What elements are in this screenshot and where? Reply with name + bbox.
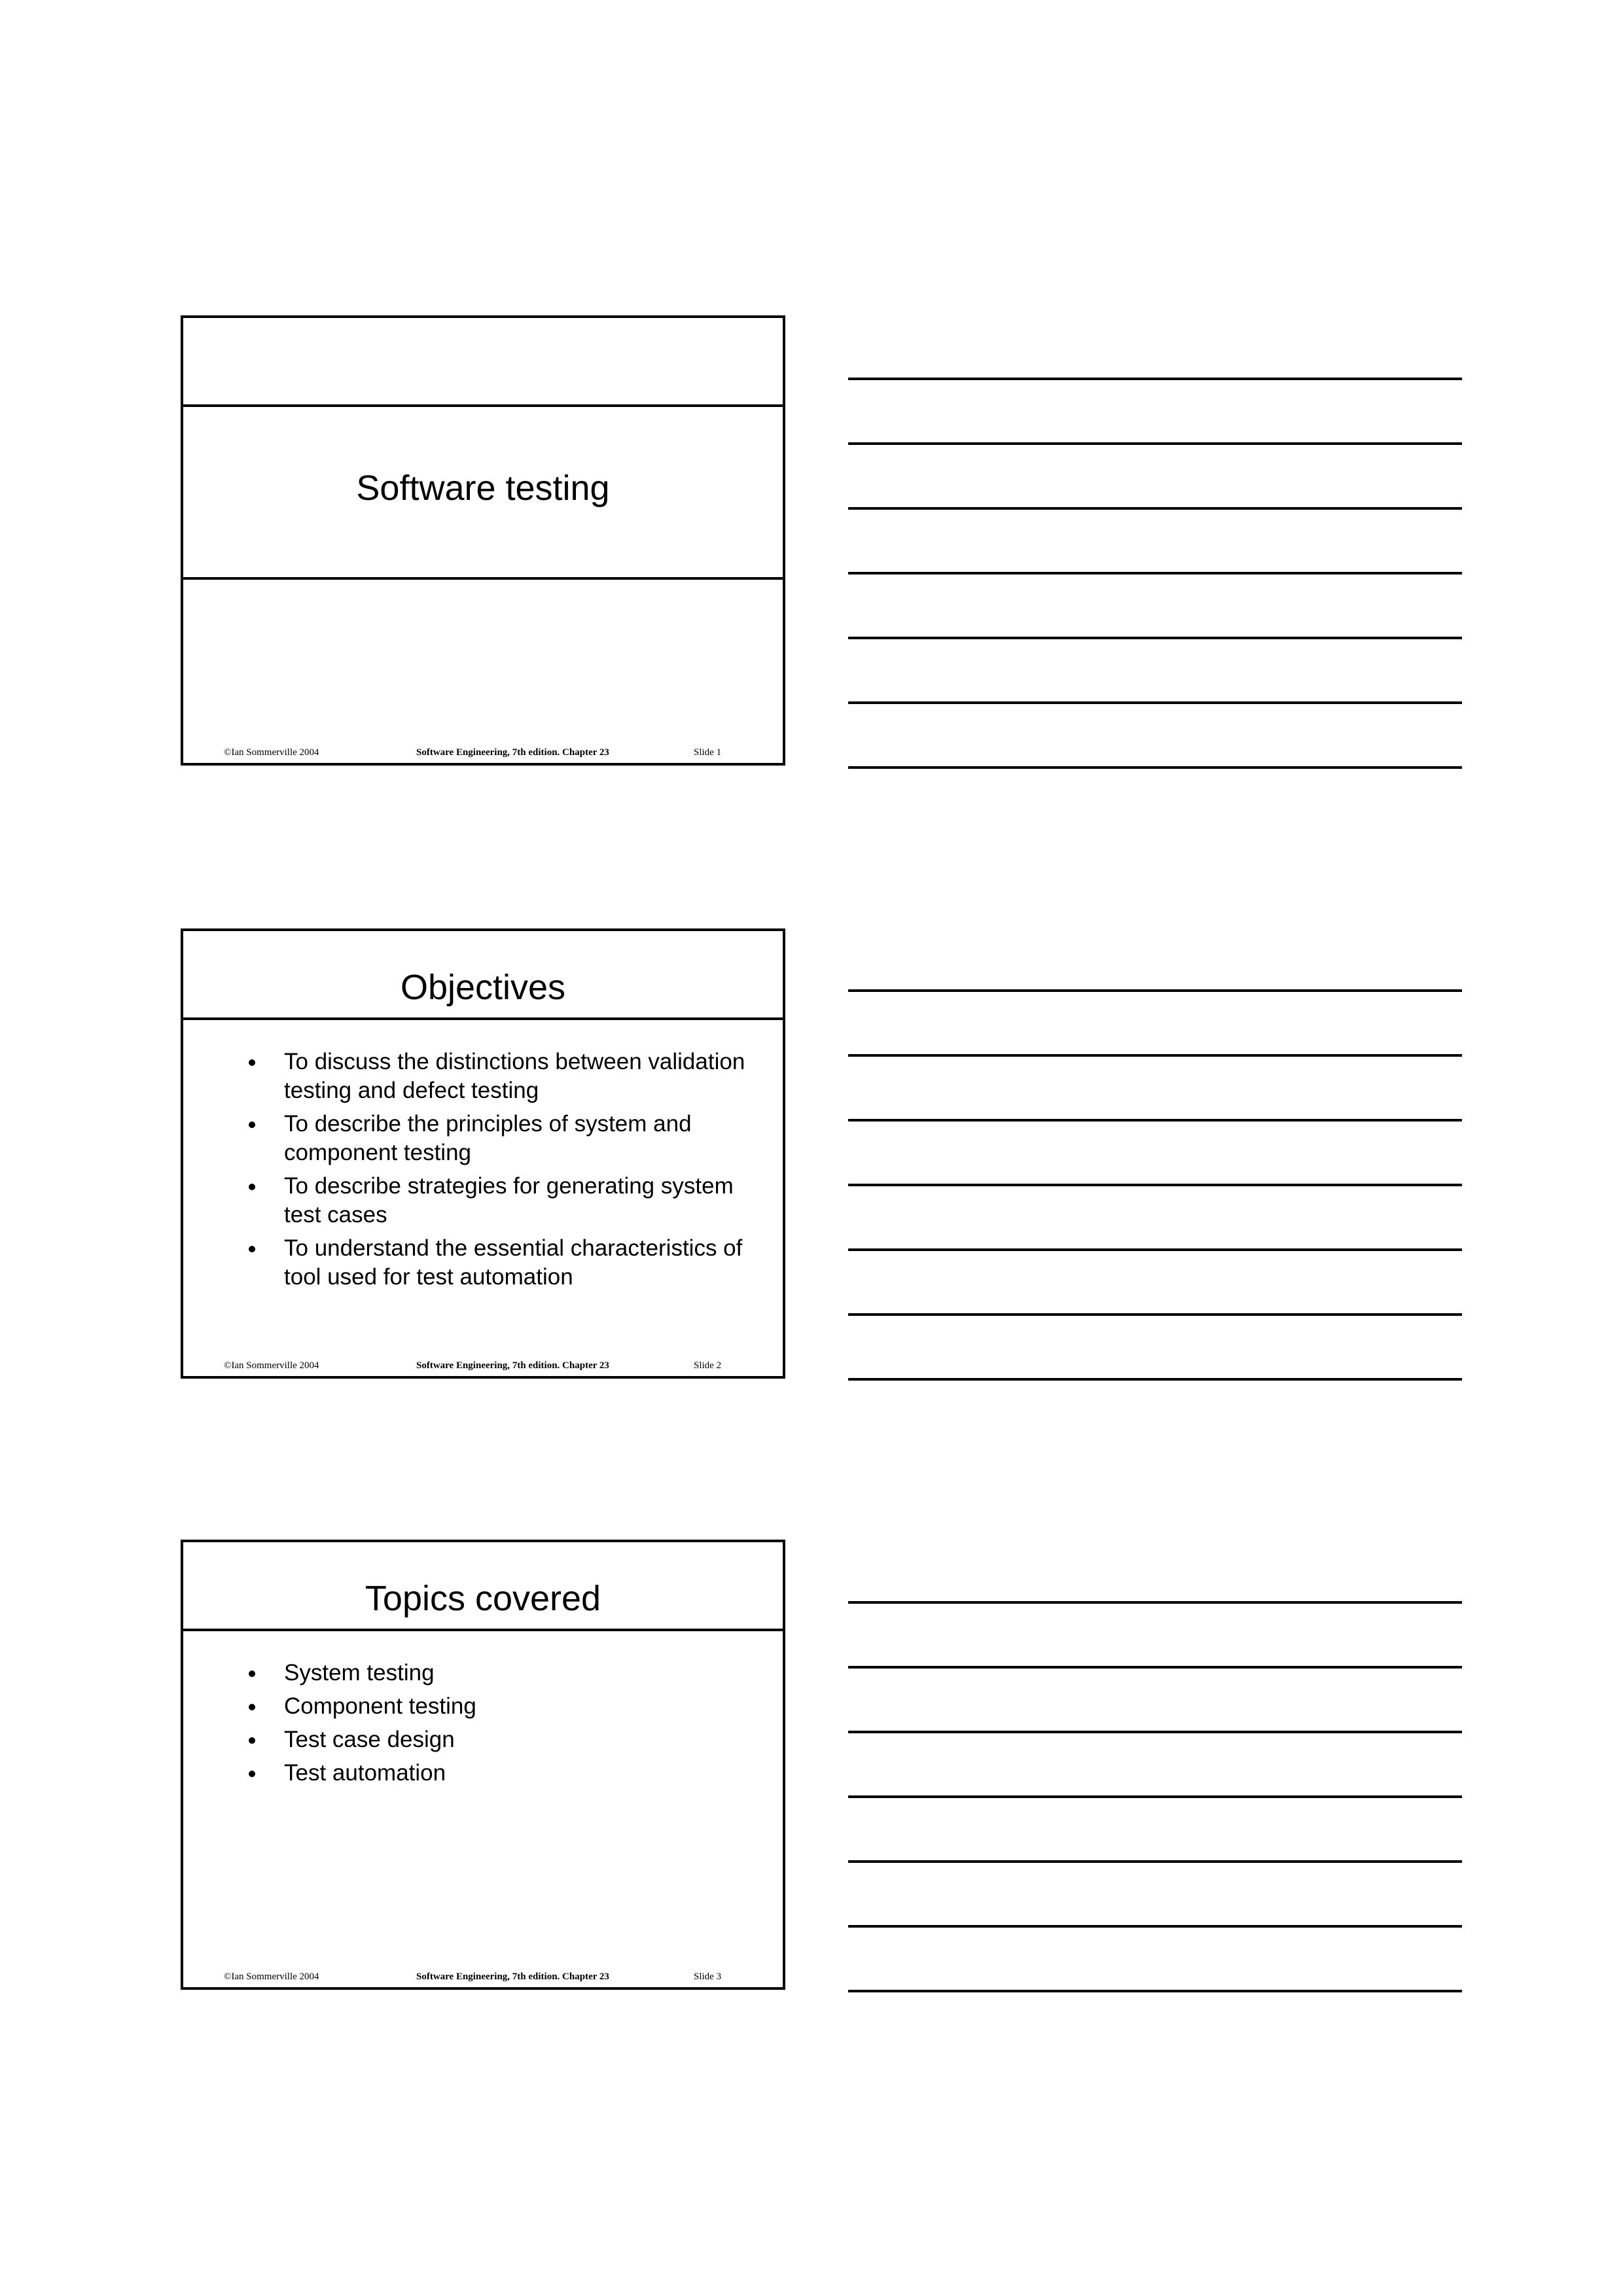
note-line [848, 766, 1462, 769]
slide-1 [181, 315, 785, 766]
slide-3-footer [183, 1969, 783, 1985]
slide-1-top-rule [183, 404, 783, 407]
note-line [848, 1119, 1462, 1122]
bullet-item [249, 1110, 757, 1167]
bullet-item [249, 1725, 757, 1754]
slide-2 [181, 928, 785, 1379]
footer-copyright: ©Ian Sommerville 2004 [224, 1971, 319, 1982]
slide-3-title: Topics covered [365, 1579, 601, 1618]
footer-slide-number: Slide 1 [694, 747, 722, 758]
note-line [848, 1601, 1462, 1604]
note-line [848, 1925, 1462, 1928]
footer-copyright: ©Ian Sommerville 2004 [224, 747, 319, 758]
note-line [848, 1860, 1462, 1863]
note-line [848, 1313, 1462, 1316]
bullet-text: System testing [284, 1660, 435, 1686]
footer-slide-number: Slide 3 [694, 1971, 722, 1982]
bullet-dot-icon [249, 1122, 255, 1128]
slide-1-title: Software testing [356, 468, 610, 508]
note-line [848, 701, 1462, 704]
footer-book-title: Software Engineering, 7th edition. Chapter 23 [416, 1971, 609, 1982]
slide-3-title-rule [183, 1629, 783, 1631]
footer-copyright: ©Ian Sommerville 2004 [224, 1360, 319, 1371]
bullet-dot-icon [249, 1771, 255, 1777]
bullet-item [249, 1659, 757, 1687]
note-line [848, 989, 1462, 992]
note-line [848, 1184, 1462, 1186]
note-line [848, 1378, 1462, 1381]
footer-book-title: Software Engineering, 7th edition. Chapter 23 [416, 1360, 609, 1371]
note-line [848, 1795, 1462, 1798]
bullet-dot-icon [249, 1737, 255, 1744]
bullet-dot-icon [249, 1059, 255, 1066]
note-line [848, 637, 1462, 639]
note-line [848, 1054, 1462, 1057]
slide-3-bullet-list [249, 1659, 757, 1792]
note-line [848, 442, 1462, 445]
slide-3 [181, 1540, 785, 1990]
bullet-text: To discuss the distinctions between validation testing and defect testing [284, 1049, 745, 1103]
slide-2-bullet-list [249, 1048, 757, 1296]
slide-2-footer [183, 1358, 783, 1373]
note-line [848, 1731, 1462, 1733]
bullet-text: To describe strategies for generating system test cases [284, 1173, 734, 1227]
slide-1-footer [183, 745, 783, 760]
note-line [848, 572, 1462, 574]
note-line [848, 1248, 1462, 1251]
bullet-dot-icon [249, 1246, 255, 1252]
note-line [848, 1666, 1462, 1669]
bullet-text: Test case design [284, 1727, 455, 1752]
bullet-item [249, 1759, 757, 1788]
bullet-item [249, 1172, 757, 1229]
slide-2-title: Objectives [400, 968, 566, 1007]
bullet-text: To describe the principles of system and component testing [284, 1111, 692, 1165]
bullet-dot-icon [249, 1184, 255, 1190]
bullet-text: To understand the essential characteristics of tool used for test automation [284, 1235, 743, 1290]
bullet-item [249, 1692, 757, 1721]
slide-1-bottom-rule [183, 577, 783, 580]
bullet-dot-icon [249, 1704, 255, 1710]
note-line [848, 378, 1462, 380]
bullet-item [249, 1234, 757, 1292]
slide-2-title-rule [183, 1017, 783, 1020]
bullet-item [249, 1048, 757, 1105]
bullet-dot-icon [249, 1670, 255, 1677]
note-line [848, 1990, 1462, 1992]
note-line [848, 507, 1462, 510]
bullet-text: Test automation [284, 1760, 446, 1786]
footer-slide-number: Slide 2 [694, 1360, 722, 1371]
bullet-text: Component testing [284, 1693, 476, 1719]
footer-book-title: Software Engineering, 7th edition. Chapter 23 [416, 747, 609, 758]
